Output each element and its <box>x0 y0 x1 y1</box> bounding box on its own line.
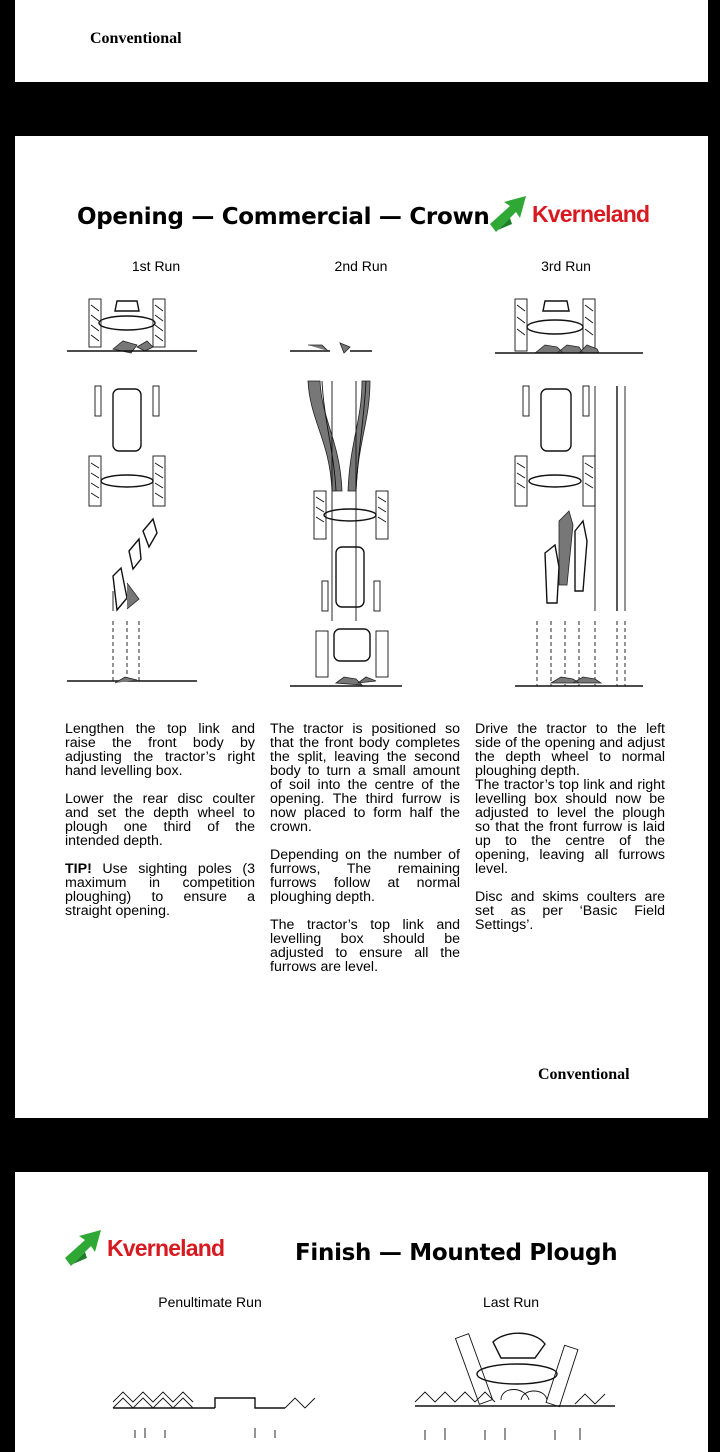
figure-penultimate-run <box>105 1322 335 1440</box>
col1-tip <box>65 862 255 918</box>
page-fragment-top <box>15 0 708 82</box>
run-label-2: 2nd Run <box>334 258 388 274</box>
page-title: Opening — Commercial — Crown <box>77 204 490 230</box>
text-column-1st-run <box>65 722 255 932</box>
figure-2nd-run <box>270 291 460 701</box>
col3-paragraph-2: The tractor’s top link and right levelling box should now be adjusted to level the plough so that the front furrow is laid up to the centre of the opening, leaving all furrows level. <box>475 777 665 877</box>
run-label-1: 1st Run <box>131 258 181 274</box>
kverneland-logo <box>488 194 649 234</box>
kverneland-logo <box>63 1228 224 1268</box>
brand-name: Kverneland <box>532 200 650 227</box>
col2-paragraph-3: The tractor’s top link and levelling box should be adjusted to ensure all the furrows are level. <box>270 917 460 975</box>
col1-paragraph-2: Lower the rear disc coulter and set the depth wheel to plough one third of the intended depth. <box>65 791 255 849</box>
run-label-3: 3rd Run <box>541 258 591 274</box>
page-opening-crown <box>15 136 708 1118</box>
text-column-3rd-run <box>475 722 665 946</box>
brand-name: Kverneland <box>107 1234 225 1261</box>
col2-paragraph-1: The tractor is positioned so that the front body completes the split, leaving the second body to turn a small amount of soil into the centre of the opening. The third furrow is now placed to form half the crown. <box>270 721 460 835</box>
figure-3rd-run <box>475 291 665 701</box>
page-footer-label: Conventional <box>90 30 182 47</box>
page-title: Finish — Mounted Plough <box>295 1240 618 1266</box>
figure-last-run <box>405 1312 635 1440</box>
col2-paragraph-2: Depending on the number of furrows, The remaining furrows follow at normal ploughing depth. <box>270 847 460 905</box>
col1-paragraph-1: Lengthen the top link and raise the front body by adjusting the tractor’s right hand levelling box. <box>65 721 255 779</box>
page-footer-label: Conventional <box>538 1066 630 1083</box>
figure-1st-run <box>65 291 255 701</box>
col3-paragraph-1: Drive the tractor to the left side of the opening and adjust the depth wheel to normal ploughing depth. <box>475 721 665 779</box>
col3-paragraph-3: Disc and skims coulters are set as per ‘Basic Field Settings’. <box>475 889 665 933</box>
run-label-last: Last Run <box>482 1294 540 1310</box>
kverneland-arrow-icon <box>63 1228 103 1268</box>
text-column-2nd-run <box>270 722 460 988</box>
page-finish-mounted-plough <box>15 1172 708 1452</box>
kverneland-arrow-icon <box>488 194 528 234</box>
run-label-penultimate: Penultimate Run <box>158 1294 262 1310</box>
tip-label: TIP! <box>65 861 92 877</box>
tip-text: Use sighting poles (3 maximum in competition ploughing) to ensure a straight opening. <box>65 861 255 919</box>
